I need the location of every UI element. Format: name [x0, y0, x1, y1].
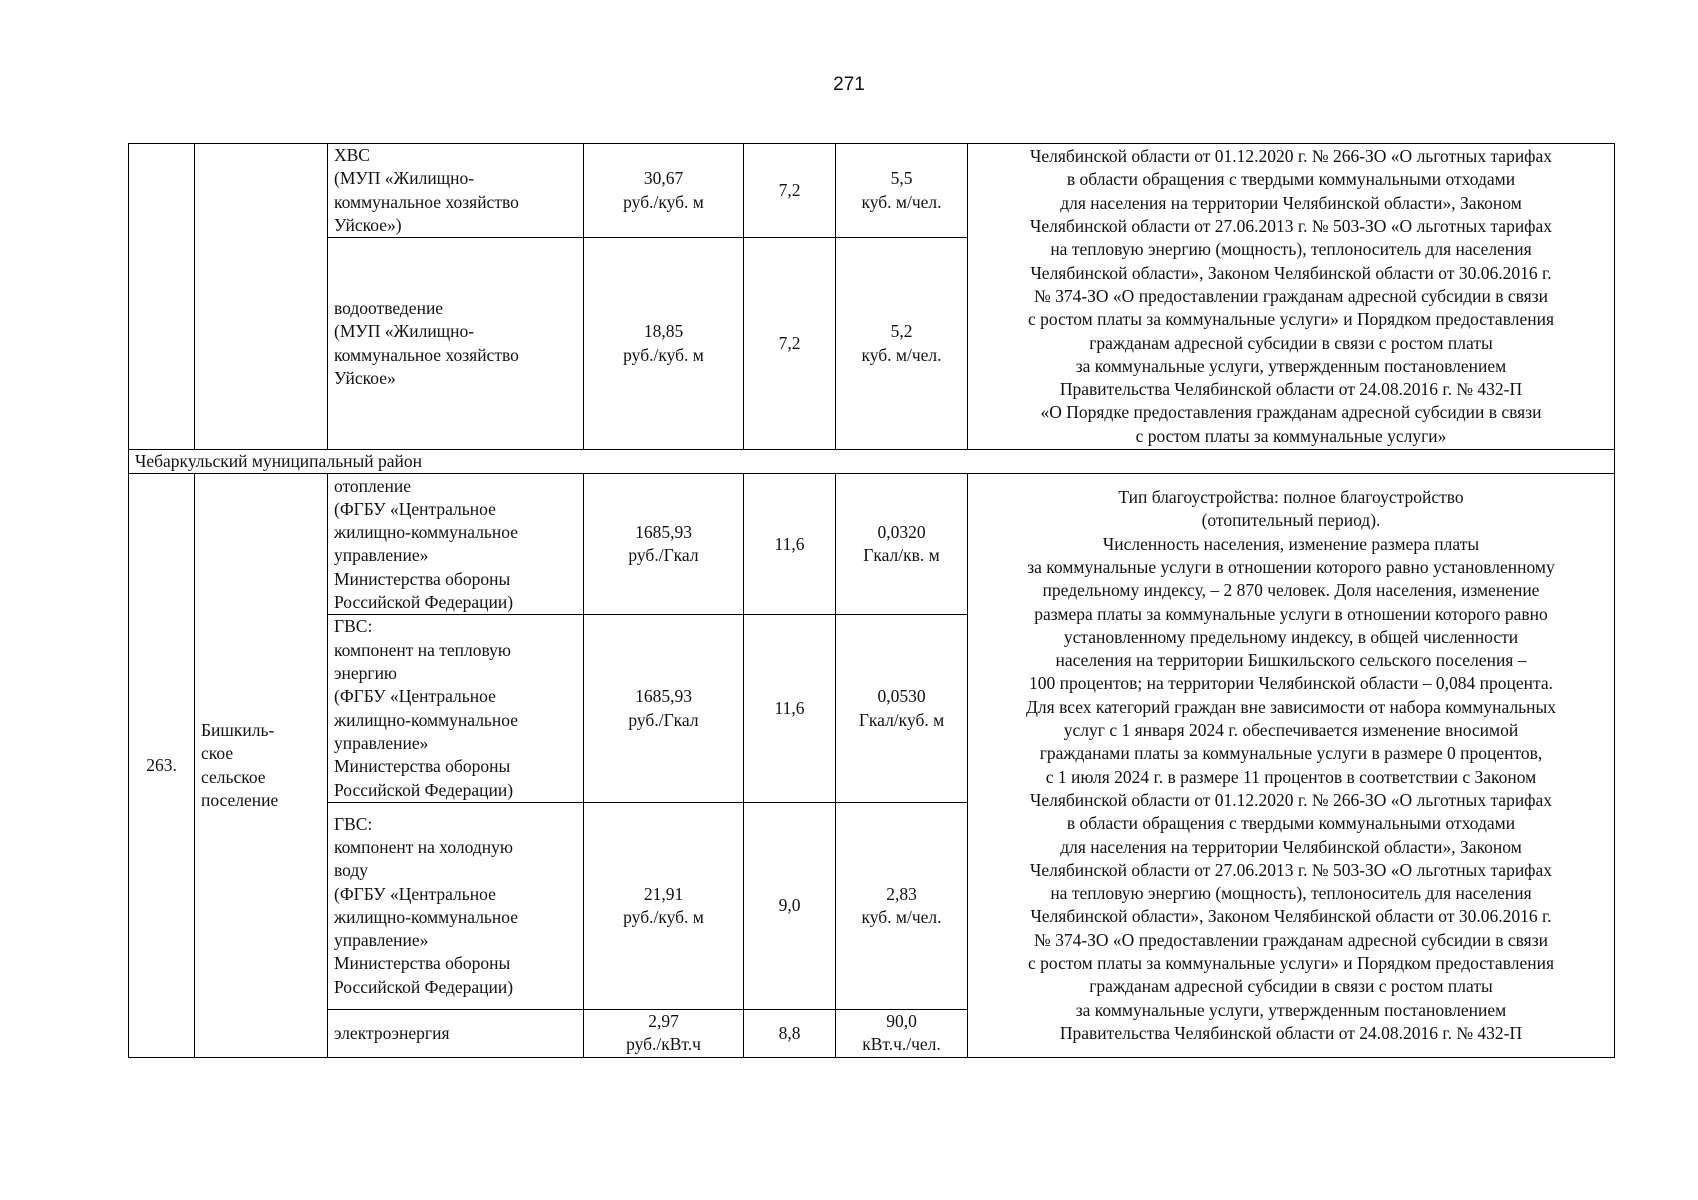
table-row — [129, 474, 1615, 615]
legal-basis-note: Тип благоустройства: полное благоустройство (отопительный период). Численность населения, изменение размера платы за коммунальные услуги в отношении которого равно установленному предельному индексу, – 2 870 человек. Доля населения, изменение размера платы за коммунальные услуги в отношении которого равно установленному предельному индексу, в общей численности населения на территории Бишкильского сельского поселения – 100 процентов; на территории Челябинской области – 0,084 процента. Для всех категорий граждан вне зависимости от набора коммунальных услуг с 1 января 2024 г. обеспечивается изменение вносимой гражданами платы за коммунальные услуги в размере 0 процентов, с 1 июля 2024 г. в размере 11 процентов в соответствии с Законом Челябинской области от 01.12.2020 г. № 266-ЗО «О льготных тарифах в области обращения с твердыми коммунальными отходами для населения на территории Челябинской области», Законом Челябинской области от 27.06.2013 г. № 503-ЗО «О льготных тарифах на тепловую энергию (мощность), теплоноситель для населения Челябинской области», Законом Челябинской области от 30.06.2016 г. № 374-ЗО «О предоставлении гражданам адресной субсидии в связи с ростом платы за коммунальные услуги» и Порядком предоставления гражданам адресной субсидии в связи с ростом платы за коммунальные услуги, утвержденным постановлением Правительства Челябинской области от 24.08.2016 г. № 432-П — [968, 474, 1615, 1057]
tariff-cell: 18,85 руб./куб. м — [584, 238, 744, 450]
service-cell: отопление (ФГБУ «Центральное жилищно-коммунальное управление» Министерства обороны Российской Федерации) — [328, 474, 584, 615]
index-cell: 7,2 — [744, 144, 836, 238]
service-cell: ХВС (МУП «Жилищно- коммунальное хозяйство Уйское») — [328, 144, 584, 238]
service-cell: водоотведение (МУП «Жилищно- коммунальное хозяйство Уйское» — [328, 238, 584, 450]
tariff-cell: 2,97 руб./кВт.ч — [584, 1009, 744, 1057]
settlement-cell — [195, 144, 328, 450]
index-cell: 8,8 — [744, 1009, 836, 1057]
section-title: Чебаркульский муниципальный район — [129, 450, 1615, 474]
index-cell: 11,6 — [744, 615, 836, 802]
table-row — [129, 144, 1615, 238]
norm-cell: 5,2 куб. м/чел. — [836, 238, 968, 450]
tariff-cell: 1685,93 руб./Гкал — [584, 474, 744, 615]
norm-cell: 0,0320 Гкал/кв. м — [836, 474, 968, 615]
norm-cell: 0,0530 Гкал/куб. м — [836, 615, 968, 802]
number-cell — [129, 144, 195, 450]
norm-cell: 90,0 кВт.ч./чел. — [836, 1009, 968, 1057]
index-cell: 9,0 — [744, 802, 836, 1009]
legal-basis-note: Челябинской области от 01.12.2020 г. № 266-ЗО «О льготных тарифах в области обращения с твердыми коммунальными отходами для населения на территории Челябинской области», Законом Челябинской области от 27.06.2013 г. № 503-ЗО «О льготных тарифах на тепловую энергию (мощность), теплоноситель для населения Челябинской области», Законом Челябинской области от 30.06.2016 г. № 374-ЗО «О предоставлении гражданам адресной субсидии в связи с ростом платы за коммунальные услуги» и Порядком предоставления гражданам адресной субсидии в связи с ростом платы за коммунальные услуги, утвержденным постановлением Правительства Челябинской области от 24.08.2016 г. № 432-П «О Порядке предоставления гражданам адресной субсидии в связи с ростом платы за коммунальные услуги» — [968, 144, 1615, 450]
tariff-cell: 30,67 руб./куб. м — [584, 144, 744, 238]
tariff-cell: 1685,93 руб./Гкал — [584, 615, 744, 802]
service-cell: ГВС: компонент на холодную воду (ФГБУ «Центральное жилищно-коммунальное управление» Министерства обороны Российской Федерации) — [328, 802, 584, 1009]
service-cell: электроэнергия — [328, 1009, 584, 1057]
index-cell: 11,6 — [744, 474, 836, 615]
page-number: 271 — [833, 74, 865, 95]
settlement-name: Бишкиль- ское сельское поселение — [195, 474, 328, 1057]
service-cell: ГВС: компонент на тепловую энергию (ФГБУ «Центральное жилищно-коммунальное управление» Министерства обороны Российской Федерации) — [328, 615, 584, 802]
tariff-table — [128, 143, 1615, 1058]
norm-cell: 2,83 куб. м/чел. — [836, 802, 968, 1009]
norm-cell: 5,5 куб. м/чел. — [836, 144, 968, 238]
entry-number: 263. — [129, 474, 195, 1057]
index-cell: 7,2 — [744, 238, 836, 450]
tariff-cell: 21,91 руб./куб. м — [584, 802, 744, 1009]
section-row — [129, 450, 1615, 474]
